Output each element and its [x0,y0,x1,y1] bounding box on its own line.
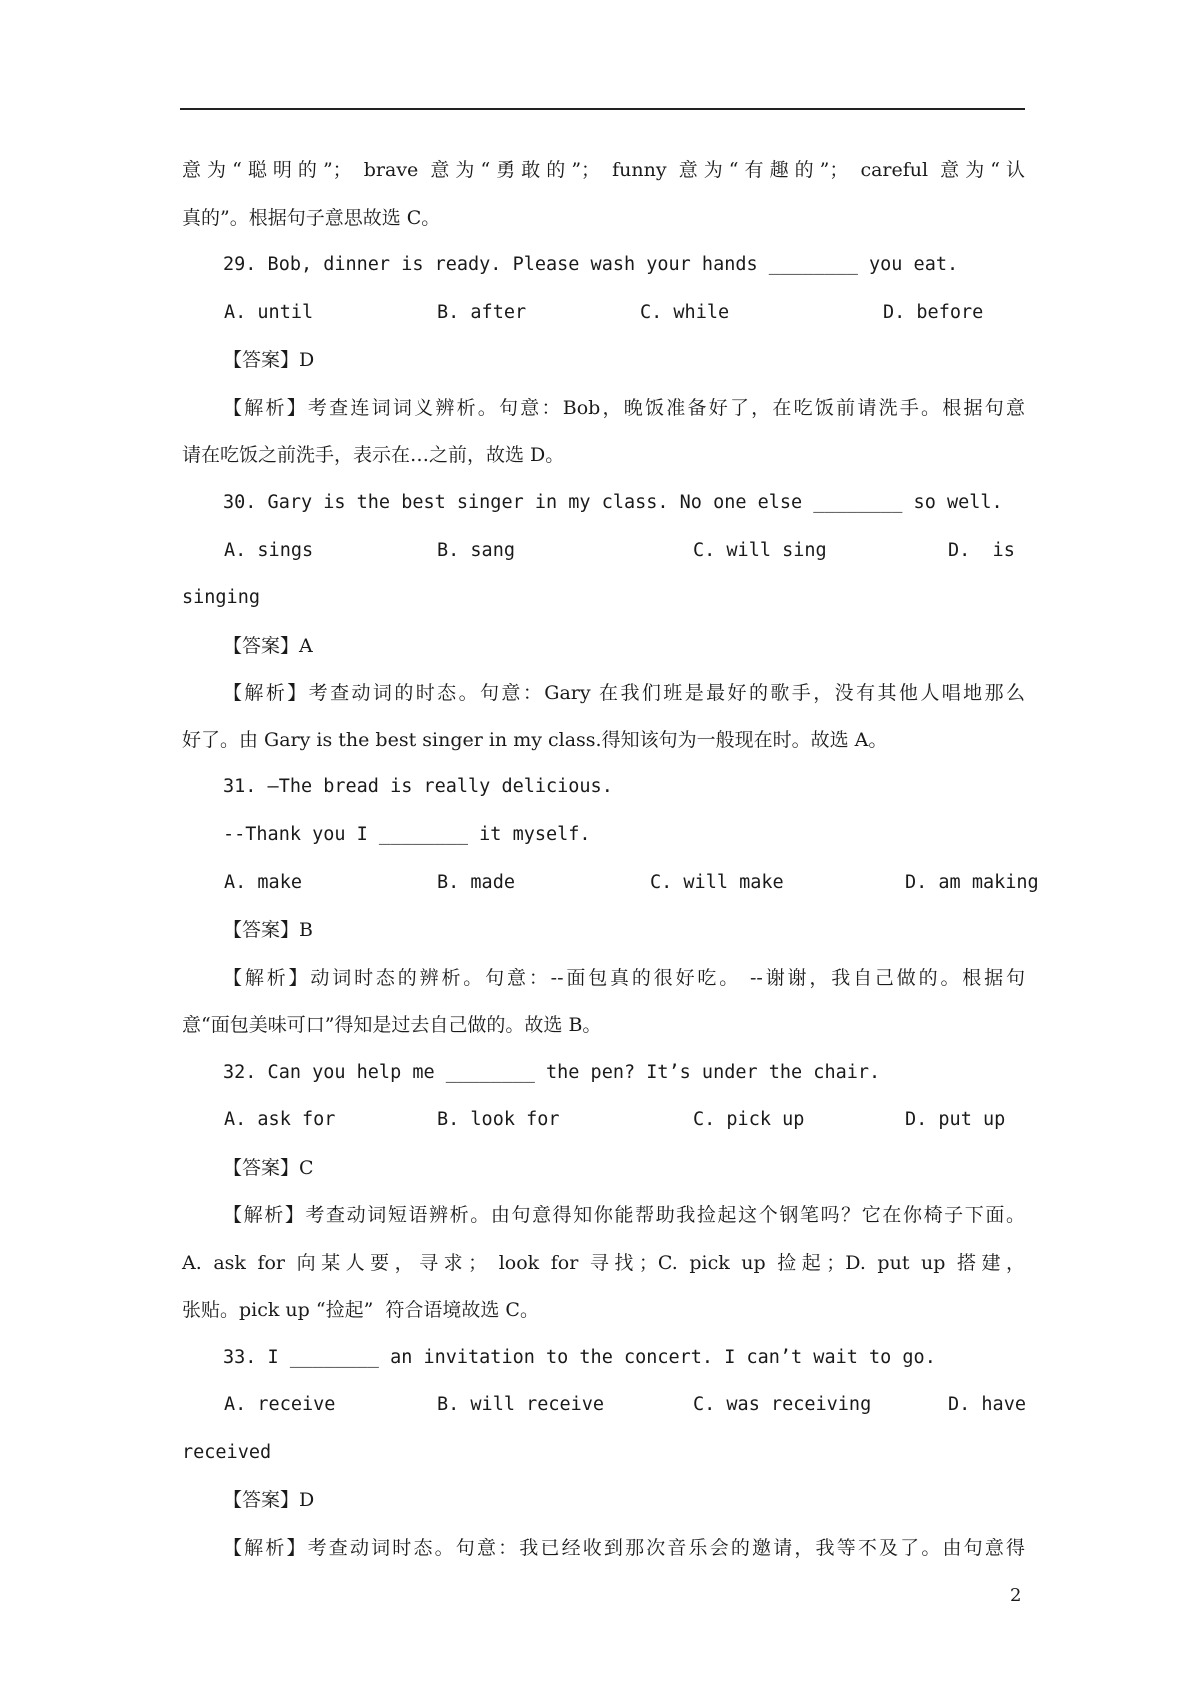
option-d: D. put up [905,1109,1006,1130]
option-d: D. have [948,1394,1026,1415]
option-a: A. sings [224,540,314,561]
question-30: 30. Gary is the best singer in my class. No one else ________ so well. [223,492,1003,513]
answer-30: 【答案】A [223,635,313,657]
option-d-cont: singing [182,587,260,608]
explanation-32-cont: A. ask for 向某人要，寻求； look for 寻找；C. pick up 捡起；D. put up 搭建， [182,1252,1025,1274]
explanation-30-cont: 好了。由 Gary is the best singer in my class.得知该句为一般现在时。故选 A。 [182,729,888,751]
question-33: 33. I ________ an invitation to the concert. I can’t wait to go. [223,1347,936,1368]
explanation-32: 【解析】考查动词短语辨析。由句意得知你能帮助我捡起这个钢笔吗？它在你椅子下面。 [223,1204,1025,1226]
option-c: C. pick up [693,1109,805,1130]
question-29: 29. Bob, dinner is ready. Please wash your hands ________ you eat. [223,254,959,275]
option-c: C. will make [650,872,784,893]
option-a: A. make [224,872,302,893]
question-32: 32. Can you help me ________ the pen? It’s under the chair. [223,1062,881,1083]
header-rule [180,108,1025,110]
option-d-cont: received [182,1442,272,1463]
option-a: A. until [224,302,314,323]
explanation-31: 【解析】动词时态的辨析。句意：--面包真的很好吃。 --谢谢，我自己做的。根据句 [223,967,1025,989]
explanation-31-cont: 意“面包美味可口”得知是过去自己做的。故选 B。 [182,1014,602,1036]
explanation-29: 【解析】考查连词词义辨析。句意：Bob，晚饭准备好了，在吃饭前请洗手。根据句意 [223,397,1025,419]
option-d: D. am making [905,872,1039,893]
option-b: B. made [437,872,515,893]
option-c: C. will sing [693,540,827,561]
option-b: B. after [437,302,527,323]
option-d: D. is [948,540,1015,561]
page-number: 2 [1010,1585,1022,1606]
option-a: A. receive [224,1394,336,1415]
option-c: C. was receiving [693,1394,872,1415]
answer-29: 【答案】D [223,349,315,371]
option-b: B. look for [437,1109,560,1130]
option-b: B. sang [437,540,515,561]
option-c: C. while [640,302,730,323]
explanation-32-cont2: 张贴。pick up “捡起” 符合语境故选 C。 [182,1299,539,1321]
option-a: A. ask for [224,1109,336,1130]
option-d: D. before [883,302,984,323]
question-31-reply: --Thank you I ________ it myself. [223,824,591,845]
text-line: 意为“聪明的”； brave 意为“勇敢的”； funny 意为“有趣的”； careful 意为“认 [182,159,1025,181]
explanation-30: 【解析】考查动词的时态。句意：Gary 在我们班是最好的歌手，没有其他人唱地那么 [223,682,1025,704]
text-line: 真的”。根据句子意思故选 C。 [182,207,441,229]
answer-33: 【答案】D [223,1489,315,1511]
option-b: B. will receive [437,1394,605,1415]
explanation-29-cont: 请在吃饭之前洗手，表示在…之前，故选 D。 [182,444,565,466]
explanation-33: 【解析】考查动词时态。句意：我已经收到那次音乐会的邀请，我等不及了。由句意得 [223,1537,1025,1559]
answer-32: 【答案】C [223,1157,314,1179]
question-31: 31. –The bread is really delicious. [223,776,613,797]
answer-31: 【答案】B [223,919,313,941]
